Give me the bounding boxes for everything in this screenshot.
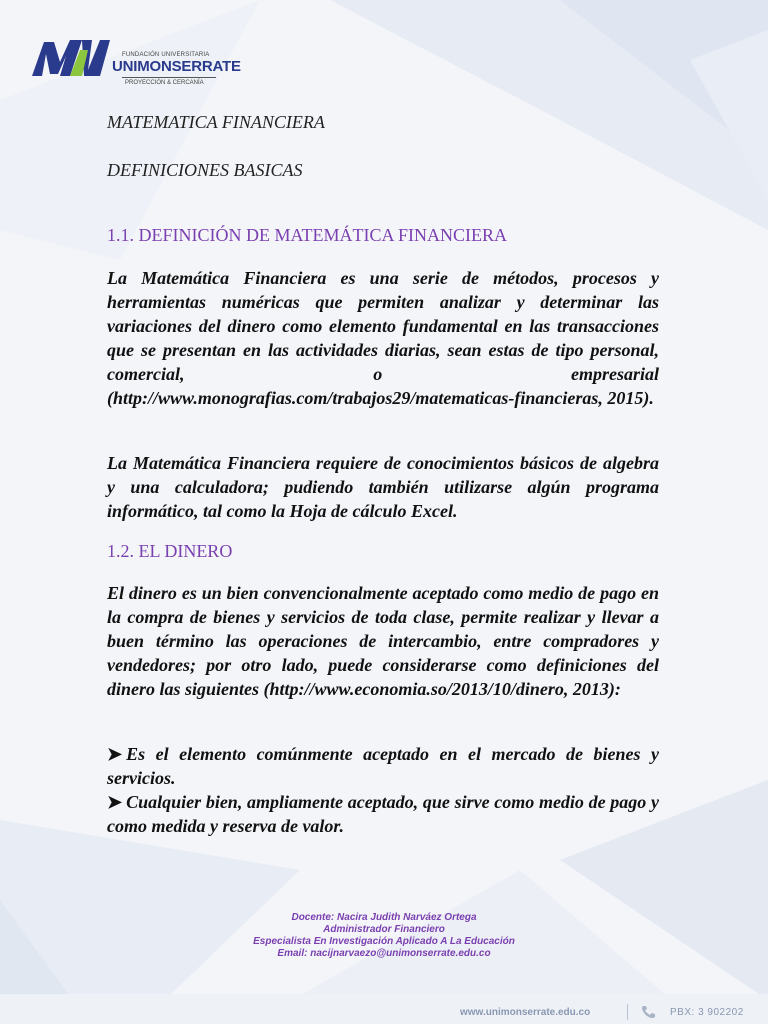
footer-role: Administrador Financiero [323,924,445,935]
list-item [107,790,659,838]
website-link[interactable]: www.unimonserrate.edu.co [460,1007,591,1018]
logo-tagline: PROYECCIÓN & CERCANÍA [125,80,204,86]
university-logo [30,34,241,92]
arrow-bullet-icon: ➤ [107,792,123,812]
paragraph-requirements: La Matemática Financiera requiere de conocimientos básicos de algebra y una calculadora; pudiendo también utilizarse algún programa informático, tal como la Hoja de cálculo Excel. [107,453,659,521]
phone-icon [640,1005,656,1019]
page-subtitle: DEFINICIONES BASICAS [107,160,303,180]
footer-email[interactable]: Email: nacijnarvaezo@unimonserrate.edu.co [277,948,491,959]
bullet-text: Cualquier bien, ampliamente aceptado, que sirve como medio de pago y como medida y reserva de valor. [107,792,659,836]
phone-number: PBX: 3 902202 [670,1007,744,1018]
logo-divider [122,77,216,78]
arrow-bullet-icon: ➤ [107,744,123,764]
author-footer [0,912,768,960]
footer-divider [627,1004,628,1020]
footer-specialty: Especialista En Investigación Aplicado A La Educación [253,936,515,947]
logo-foundation-text: FUNDACIÓN UNIVERSITARIA [122,52,210,58]
footer-docente: Docente: Nacira Judith Narváez Ortega [291,912,477,923]
logo-brand-name: UNIMONSERRATE [112,58,241,75]
list-item [107,742,659,790]
logo-mark-icon [30,36,114,80]
page-title: MATEMATICA FINANCIERA [107,112,325,132]
paragraph-money: El dinero es un bien convencionalmente aceptado como medio de pago en la compra de bienes y servicios de toda clase, permite realizar y llevar a buen término las operaciones de intercambio, entre compradores y vendedores; por otro lado, puede considerarse como definiciones del dinero las siguientes (http://www.economia.so/2013/10/dinero, 2013): [107,583,659,699]
section-heading-definition: 1.1. DEFINICIÓN DE MATEMÁTICA FINANCIERA [107,225,507,245]
paragraph-definition: La Matemática Financiera es una serie de métodos, procesos y herramientas numéricas que permiten analizar y determinar las variaciones del dinero como elemento fundamental en las transacciones que se presentan en las actividades diarias, sean estas de tipo personal, comercial, o empresarial (http://www.monografias.com/trabajos29/matematicas-financieras, 2015). [107,268,659,408]
section-heading-money: 1.2. EL DINERO [107,541,233,561]
bullet-text: Es el elemento comúnmente aceptado en el mercado de bienes y servicios. [107,744,659,788]
